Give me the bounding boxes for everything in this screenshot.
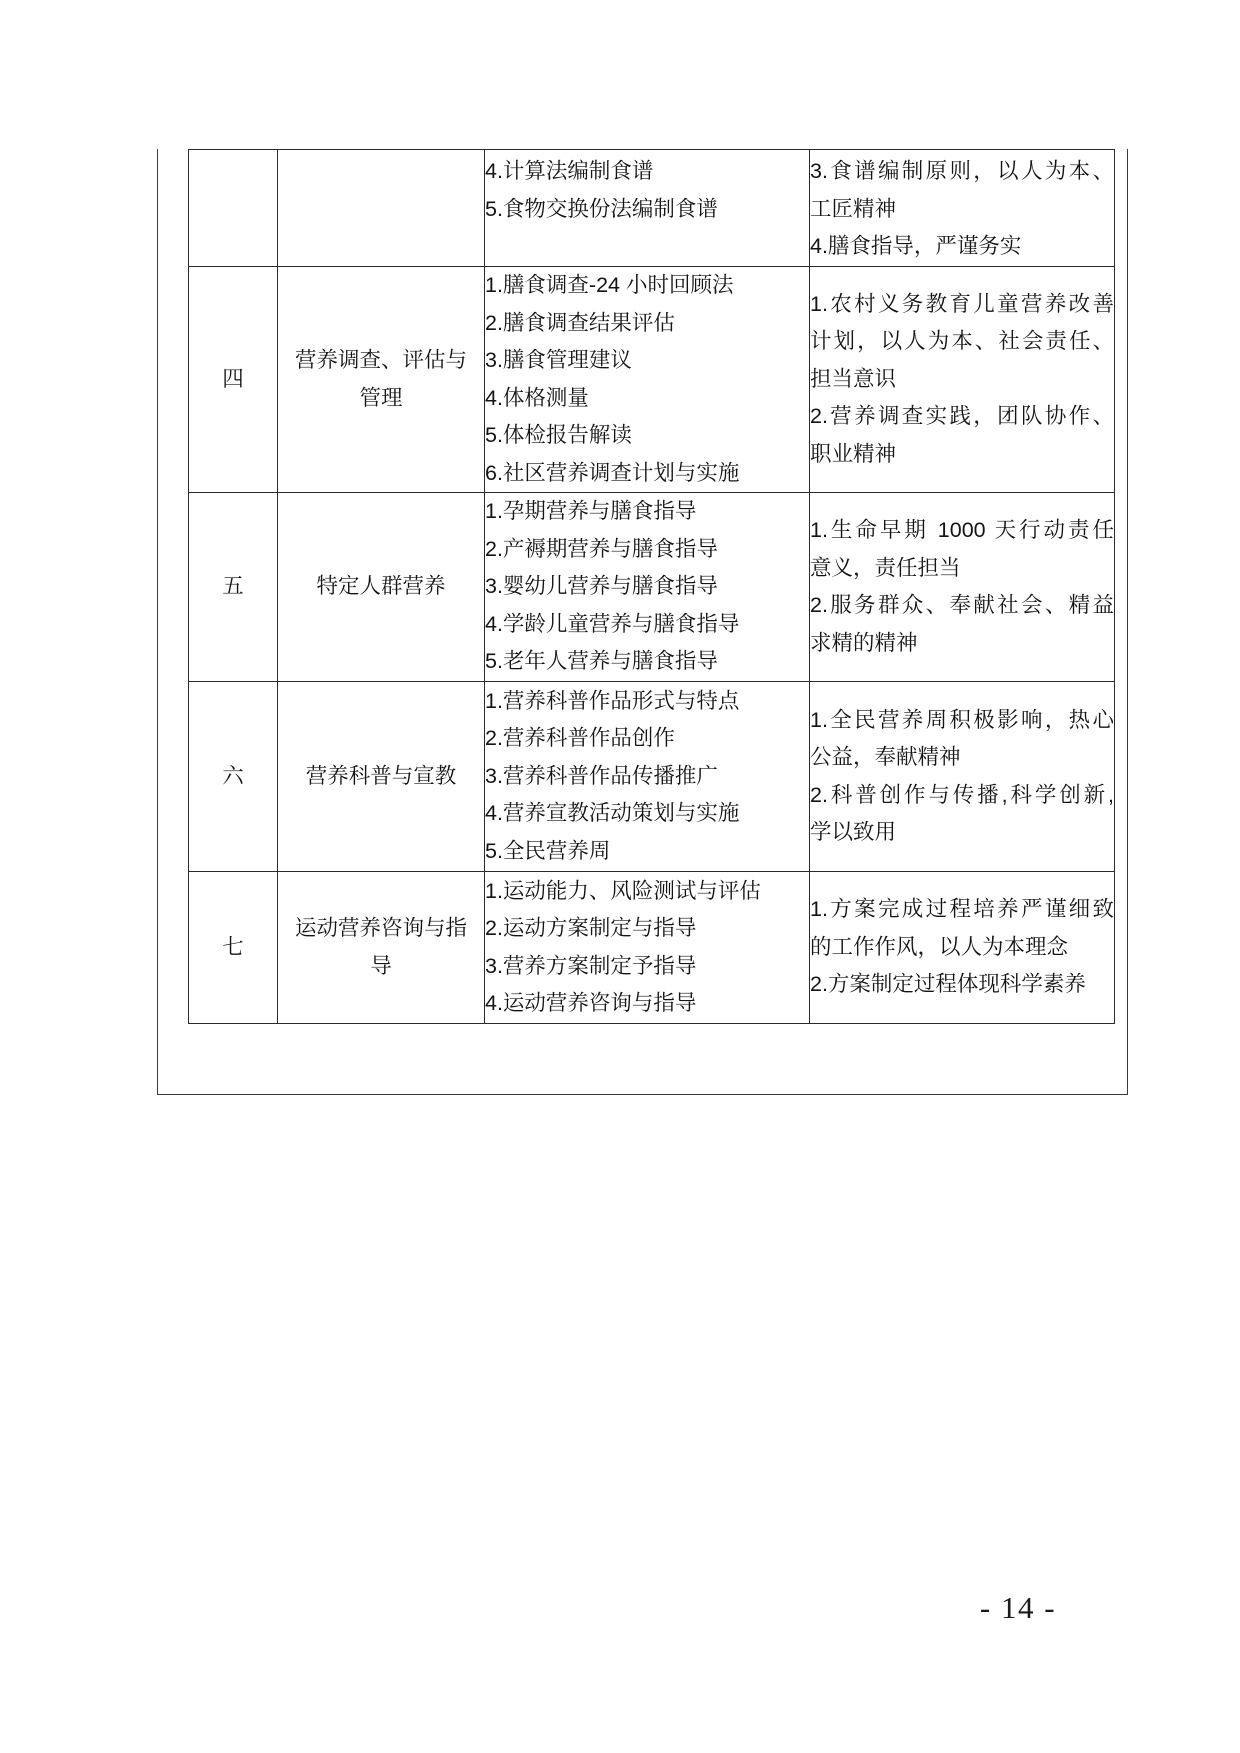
task-item: 5.全民营养周 bbox=[485, 838, 611, 863]
value-line: 工匠精神 bbox=[810, 196, 897, 221]
values-cell bbox=[810, 267, 1115, 493]
value-line: 的工作作风，以人为本理念 bbox=[810, 934, 1069, 959]
task-item: 3.营养方案制定予指导 bbox=[485, 953, 697, 978]
value-line: 3.食谱编制原则，以人为本、 bbox=[810, 159, 1114, 183]
value-line: 职业精神 bbox=[810, 441, 897, 466]
number-cell bbox=[189, 267, 278, 493]
row-number: 五 bbox=[222, 574, 244, 599]
value-item bbox=[810, 512, 1114, 587]
value-item bbox=[810, 702, 1114, 777]
value-line: 1.农村义务教育儿童营养改善 bbox=[810, 291, 1114, 316]
table-row bbox=[189, 493, 1115, 682]
task-item: 5.老年人营养与膳食指导 bbox=[485, 649, 718, 674]
task-item: 2.运动方案制定与指导 bbox=[485, 916, 697, 940]
row-number: 四 bbox=[222, 366, 244, 391]
module-title-line: 管理 bbox=[359, 385, 403, 410]
tasks-cell bbox=[485, 872, 810, 1024]
value-line: 2.科普创作与传播,科学创新, bbox=[810, 782, 1114, 807]
number-cell bbox=[189, 150, 278, 267]
table-row bbox=[189, 872, 1115, 1024]
module-title-line: 营养调查、评估与 bbox=[294, 348, 467, 372]
tasks-cell bbox=[485, 682, 810, 872]
values-cell bbox=[810, 150, 1115, 267]
task-item: 1.孕期营养与膳食指导 bbox=[485, 499, 697, 524]
task-item: 5.体检报告解读 bbox=[485, 423, 632, 447]
task-item: 3.婴幼儿营养与膳食指导 bbox=[485, 574, 718, 599]
value-line: 求精的精神 bbox=[810, 630, 918, 655]
values-cell bbox=[810, 493, 1115, 682]
value-line: 1.方案完成过程培养严谨细致 bbox=[810, 897, 1114, 922]
module-title-line: 营养科普与宣教 bbox=[305, 763, 457, 788]
value-item bbox=[810, 398, 1114, 473]
number-cell bbox=[189, 493, 278, 682]
task-item: 3.膳食管理建议 bbox=[485, 348, 632, 372]
task-item: 2.产褥期营养与膳食指导 bbox=[485, 536, 718, 561]
table-row bbox=[189, 267, 1115, 493]
tasks-cell bbox=[485, 150, 810, 267]
task-item: 5.食物交换份法编制食谱 bbox=[485, 196, 718, 221]
table-row bbox=[189, 682, 1115, 872]
task-item: 1.运动能力、风险测试与评估 bbox=[485, 878, 761, 903]
task-item: 2.营养科普作品创作 bbox=[485, 726, 675, 751]
value-item bbox=[810, 891, 1114, 966]
value-line: 2.方案制定过程体现科学素养 bbox=[810, 972, 1086, 997]
task-item: 4.体格测量 bbox=[485, 385, 589, 410]
value-line: 计划，以人为本、社会责任、 bbox=[810, 329, 1114, 354]
values-cell bbox=[810, 682, 1115, 872]
module-cell bbox=[278, 872, 485, 1024]
value-line: 学以致用 bbox=[810, 820, 897, 844]
table-row bbox=[189, 150, 1115, 267]
number-cell bbox=[189, 872, 278, 1024]
value-item bbox=[810, 587, 1114, 662]
number-cell bbox=[189, 682, 278, 872]
row-number: 六 bbox=[222, 763, 244, 788]
module-cell bbox=[278, 150, 485, 267]
task-item: 6.社区营养调查计划与实施 bbox=[485, 460, 740, 485]
value-item bbox=[810, 153, 1114, 228]
task-item: 3.营养科普作品传播推广 bbox=[485, 763, 718, 788]
task-item: 4.计算法编制食谱 bbox=[485, 159, 654, 183]
module-cell bbox=[278, 682, 485, 872]
value-line: 4.膳食指导，严谨务实 bbox=[810, 234, 1022, 258]
value-line: 1.全民营养周积极影响，热心 bbox=[810, 707, 1114, 732]
page-number: - 14 - bbox=[979, 1590, 1057, 1625]
task-item: 4.营养宣教活动策划与实施 bbox=[485, 801, 740, 826]
tasks-cell bbox=[485, 493, 810, 682]
values-cell bbox=[810, 872, 1115, 1024]
value-line: 意义，责任担当 bbox=[810, 555, 961, 580]
module-title-line: 运动营养咨询与指 bbox=[294, 916, 467, 940]
value-line: 2.服务群众、奉献社会、精益 bbox=[810, 593, 1114, 617]
value-item bbox=[810, 777, 1114, 852]
module-title-line: 导 bbox=[370, 953, 392, 978]
curriculum-table bbox=[188, 149, 1115, 1024]
value-line: 1.生命早期 1000 天行动责任 bbox=[810, 518, 1114, 542]
task-item: 4.运动营养咨询与指导 bbox=[485, 991, 697, 1015]
task-item: 4.学龄儿童营养与膳食指导 bbox=[485, 611, 740, 636]
tasks-cell bbox=[485, 267, 810, 493]
task-item: 2.膳食调查结果评估 bbox=[485, 310, 675, 335]
task-item: 1.营养科普作品形式与特点 bbox=[485, 688, 740, 713]
value-item bbox=[810, 286, 1114, 399]
row-number: 七 bbox=[222, 934, 244, 959]
task-item: 1.膳食调查-24 小时回顾法 bbox=[485, 273, 734, 297]
value-item bbox=[810, 228, 1114, 266]
value-item bbox=[810, 966, 1114, 1004]
table-body bbox=[189, 150, 1115, 1024]
value-line: 公益，奉献精神 bbox=[810, 745, 961, 769]
module-cell bbox=[278, 493, 485, 682]
module-cell bbox=[278, 267, 485, 493]
value-line: 2.营养调查实践，团队协作、 bbox=[810, 404, 1114, 429]
value-line: 担当意识 bbox=[810, 366, 897, 391]
module-title-line: 特定人群营养 bbox=[316, 574, 446, 599]
